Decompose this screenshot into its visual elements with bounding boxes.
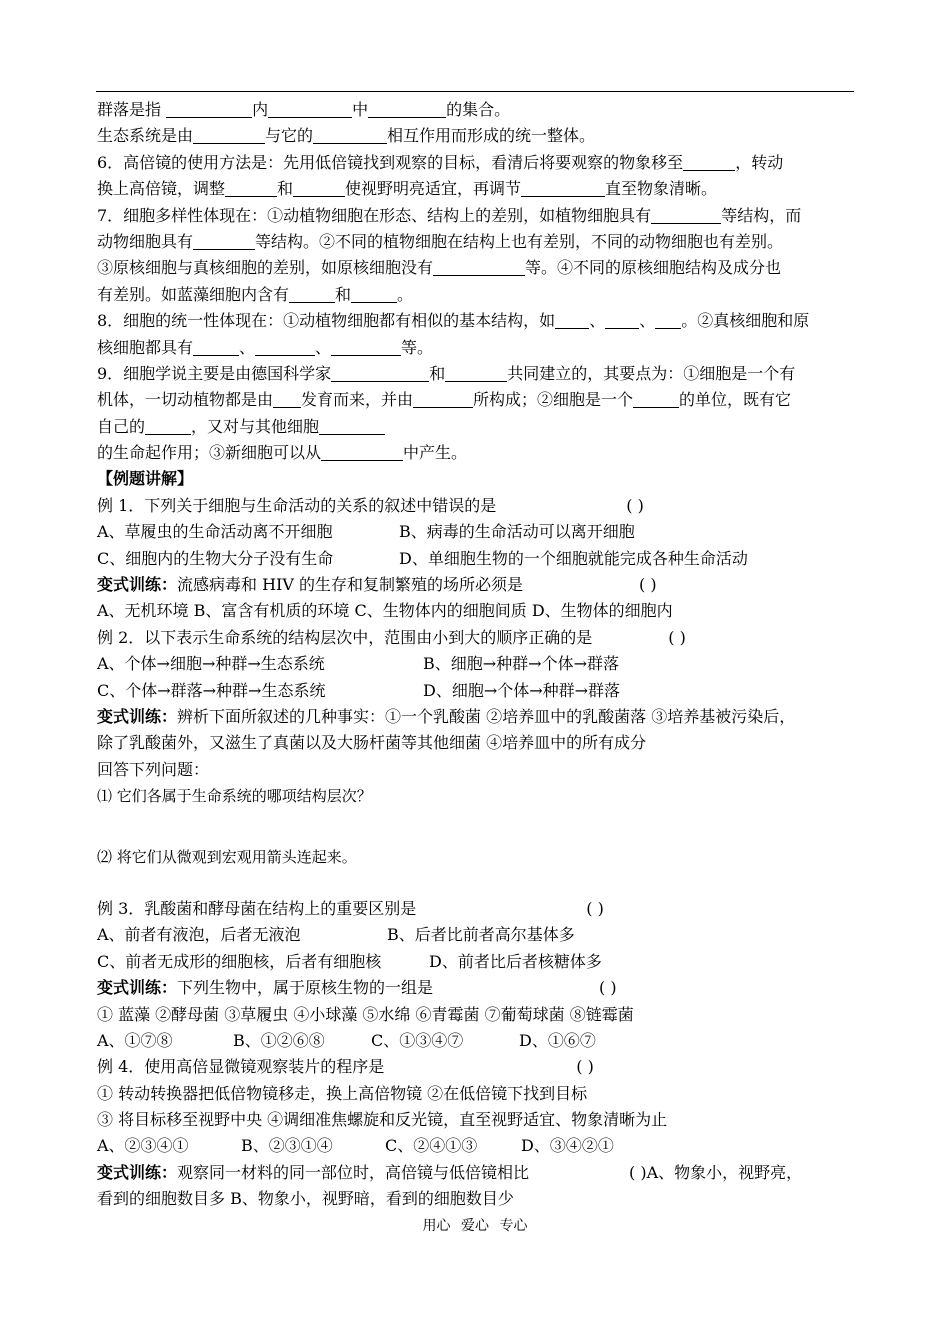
text: 中 [352,100,369,119]
variant-2-question [97,704,857,730]
example-4-steps-1: ① 转动转换器把低倍物镜移走，换上高倍物镜 ②在低倍镜下找到目标 [97,1083,588,1103]
line-q8 [97,308,857,334]
option-d[interactable]: D、细胞→个体→种群→群落 [423,680,621,700]
fill-blank[interactable] [331,338,401,356]
fill-blank[interactable] [193,232,255,250]
text: 与它的 [265,126,314,146]
text: 发育而来，并由 [301,390,414,410]
option-a[interactable]: A、草履虫的生命活动离不开细胞 [97,522,333,542]
option-c[interactable]: C、个体→群落→种群→生态系统 [97,680,326,700]
text: 有差别。如蓝藻细胞内含有 [97,284,290,304]
option-c[interactable]: C、①③④⑦ [371,1030,464,1050]
text: 和 [429,363,446,383]
fill-blank[interactable] [413,390,473,408]
text: 6．高倍镜的使用方法是：先用低倍镜找到观察的目标，看清后将要观察的物象移至 [97,152,684,172]
option-b[interactable]: B、①②⑥⑧ [233,1030,325,1050]
text: 所构成；②细胞是一个 [473,390,634,410]
option-c[interactable]: C、前者无成形的细胞核，后者有细胞核 [97,951,382,971]
line-q6 [97,150,857,176]
fill-blank[interactable] [655,311,681,329]
text: 等结构。②不同的植物细胞在结构上也有差别，不同的动物细胞也有差别。 [255,231,784,251]
text: 共同建立的，其要点为：①细胞是一个有 [507,363,796,383]
option-a[interactable]: A、①⑦⑧ [97,1030,173,1050]
text: 使视野明亮适宜，再调节 [345,179,522,199]
variant-3-question [97,975,857,1001]
text: 内 [252,100,269,119]
line-q8-cont [97,335,857,361]
text: 等。 [401,337,434,357]
text: 的单位，既有它 [679,390,792,410]
line-q9 [97,361,857,387]
text: 、 [315,337,332,357]
fill-blank[interactable] [255,338,315,356]
example-4-question [97,1054,857,1080]
text: 中产生。 [403,443,468,463]
fill-blank[interactable] [193,338,239,356]
example-1-options-cd [97,546,857,572]
text: 例 3．乳酸菌和酵母菌在结构上的重要区别是 [97,898,417,918]
fill-blank[interactable] [651,206,721,224]
line-q7-cont3 [97,282,857,308]
example-2-question [97,625,857,651]
option-a[interactable]: A、②③④① [97,1136,189,1156]
text: 直至物象清晰。 [605,179,718,199]
text: 观察同一材料的同一部位时，高倍镜与低倍镜相比 [177,1162,530,1182]
fill-blank[interactable] [683,153,735,171]
fill-blank[interactable] [166,100,252,118]
fill-blank[interactable] [351,285,397,303]
example-4-options [97,1133,857,1159]
line-q9-cont3 [97,440,857,466]
answer-parens[interactable]: ( ) [639,575,657,595]
answer-parens[interactable]: ( ) [626,495,644,515]
option-d[interactable]: D、③④②① [521,1136,614,1156]
variant-2-cont: 除了乳酸菌外，又滋生了真菌以及大肠杆菌等其他细菌 ④培养皿中的所有成分 [97,733,647,753]
text: 下列生物中，属于原核生物的一组是 [177,978,434,998]
answer-space[interactable] [97,870,857,896]
fill-blank[interactable] [555,311,589,329]
option-a[interactable]: A、前者有液泡，后者无液泡 [97,925,301,945]
text: 。②真核细胞和原 [681,311,810,331]
option-b[interactable]: B、细胞→种群→个体→群落 [423,654,619,674]
worksheet-body [97,97,857,1213]
text: ，又对与其他细胞 [191,416,320,436]
variant-4-cont: 看到的细胞数目多 B、物象小，视野暗，看到的细胞数目少 [97,1189,514,1209]
fill-blank[interactable] [521,179,605,197]
line-q7-cont2 [97,255,857,281]
text: 的生命起作用；③新细胞可以从 [97,443,322,463]
option-d[interactable]: D、①⑥⑦ [519,1030,596,1050]
line-ecosystem-definition [97,123,857,149]
text: 等。④不同的原核细胞结构及成分也 [525,258,782,278]
text: 辨析下面所叙述的几种事实：①一个乳酸菌 ②培养皿中的乳酸菌落 ③培养基被污染后， [177,706,796,726]
text: 和 [335,284,352,304]
line-q7-cont1 [97,229,857,255]
text: 9．细胞学说主要是由德国科学家 [97,363,332,383]
option-a[interactable]: A、个体→细胞→种群→生态系统 [97,654,325,674]
fill-blank[interactable] [193,126,265,144]
text: 的集合。 [446,100,511,119]
option-d[interactable]: D、单细胞生物的一个细胞就能完成各种生命活动 [399,548,748,568]
text: 、 [239,337,256,357]
text: 机体，一切动植物都是由 [97,390,274,410]
answer-parens[interactable]: ( ) [629,1162,647,1182]
variant-2-q1: ⑴ 它们各属于生命系统的哪项结构层次？ [97,787,372,806]
option-c[interactable]: C、细胞内的生物大分子没有生命 [97,548,334,568]
fill-blank[interactable] [273,390,301,408]
option-b[interactable]: B、②③①④ [241,1136,333,1156]
line-q6-cont [97,176,857,202]
example-4-steps-2: ③ 将目标移至视野中央 ④调细准焦螺旋和反光镜，直至视野适宜、物象清晰为止 [97,1110,668,1130]
fill-blank[interactable] [321,443,403,461]
text: 等结构，而 [721,205,802,225]
line-q9-cont2 [97,414,857,440]
example-2-options-ab [97,651,857,677]
text: 群落是指 [97,100,162,119]
example-1-options-ab [97,519,857,545]
example-2-options-cd [97,678,857,704]
text: 自己的 [97,416,146,436]
variant-1-options: A、无机环境 B、富含有机质的环境 C、生物体内的细胞间质 D、生物体的细胞内 [97,601,673,621]
variant-4-question [97,1160,857,1186]
text: 、 [589,311,606,331]
variant-label: 变式训练： [97,706,178,726]
option-b[interactable]: B、病毒的生命活动可以离开细胞 [399,522,635,542]
line-community-definition [97,97,857,123]
answer-parens[interactable]: ( ) [599,978,617,998]
answer-parens[interactable]: ( ) [576,1057,594,1077]
answer-space[interactable] [97,810,857,844]
answer-parens[interactable]: ( ) [586,898,604,918]
fill-blank[interactable] [293,179,345,197]
fill-blank[interactable] [633,390,679,408]
fill-blank[interactable] [433,258,525,276]
fill-blank[interactable] [145,417,191,435]
text: 、 [639,311,656,331]
option-d[interactable]: D、前者比后者核糖体多 [429,951,602,971]
example-3-question [97,896,857,922]
text: 8．细胞的统一性体现在：①动植物细胞都有相似的基本结构，如 [97,311,556,331]
fill-blank[interactable] [313,126,387,144]
variant-2-q2: ⑵ 将它们从微观到宏观用箭头连起来。 [97,847,357,866]
text: 和 [277,179,294,199]
text: 例 2．以下表示生命系统的结构层次中，范围由小到大的顺序正确的是 [97,627,593,647]
text: 例 1．下列关于细胞与生命活动的关系的叙述中错误的是 [97,495,497,515]
example-3-options-ab [97,922,857,948]
fill-blank[interactable] [368,100,446,118]
variant-label: 变式训练： [97,978,178,998]
fill-blank[interactable] [331,364,429,382]
header-rule [96,91,854,92]
text: 动物细胞具有 [97,231,194,251]
variant-2-ask: 回答下列问题： [97,759,210,779]
option-c[interactable]: C、②④①③ [385,1136,478,1156]
fill-blank[interactable] [289,285,335,303]
text: 换上高倍镜，调整 [97,179,226,199]
fill-blank[interactable] [319,417,385,435]
answer-parens[interactable]: ( ) [668,627,686,647]
example-1-question [97,493,857,519]
line-q9-cont1 [97,387,857,413]
text: 。 [397,284,414,304]
fill-blank[interactable] [605,311,639,329]
line-q7 [97,203,857,229]
example-3-options-cd [97,949,857,975]
text: ③原核细胞与真核细胞的差别，如原核细胞没有 [97,258,434,278]
option-a[interactable]: A、物象小，视野亮， [646,1162,803,1182]
variant-3-options [97,1028,857,1054]
page-footer: 用心 爱心 专心 [422,1218,528,1234]
text: 流感病毒和 HIV 的生存和复制繁殖的场所必须是 [177,575,524,595]
section-heading: 【例题讲解】 [97,469,194,489]
text: 例 4．使用高倍显微镜观察装片的程序是 [97,1057,385,1077]
text: 核细胞都具有 [97,337,194,357]
fill-blank[interactable] [225,179,277,197]
text: ，转动 [735,152,784,172]
variant-label: 变式训练： [97,575,178,595]
variant-3-list: ① 蓝藻 ②酵母菌 ③草履虫 ④小球藻 ⑤水绵 ⑥青霉菌 ⑦葡萄球菌 ⑧链霉菌 [97,1004,634,1024]
variant-label: 变式训练： [97,1162,178,1182]
fill-blank[interactable] [268,100,352,118]
option-b[interactable]: B、后者比前者高尔基体多 [387,925,575,945]
text: 7．细胞多样性体现在：①动植物细胞在形态、结构上的差别，如植物细胞具有 [97,205,652,225]
text: 生态系统是由 [97,126,194,146]
text: 相互作用而形成的统一整体。 [387,126,596,146]
fill-blank[interactable] [445,364,507,382]
variant-1-question [97,572,857,598]
